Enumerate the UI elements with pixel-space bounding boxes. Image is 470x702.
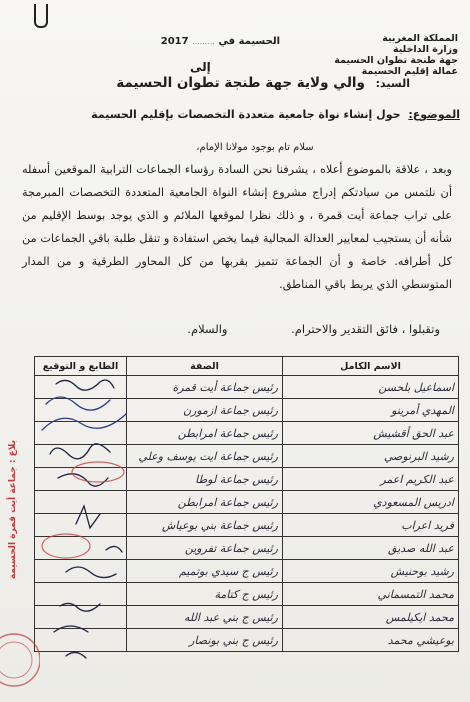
subject-label: الموضوع: — [408, 108, 460, 121]
header-line-2: وزارة الداخلية — [393, 44, 458, 55]
signer-name: اسماعيل بلحسن — [283, 376, 459, 399]
corner-mark — [34, 4, 48, 28]
signer-name: ادريس المسعودي — [283, 491, 459, 514]
signer-role: رئيس ج بني بونصار — [127, 629, 283, 652]
signer-name: رشيد البرنوصي — [283, 445, 459, 468]
official-header — [318, 33, 458, 77]
addressee-name: والي ولاية جهة طنجة تطوان الحسيمة — [116, 75, 365, 91]
signer-role: رئيس جماعة لوطا — [127, 468, 283, 491]
closing-text: وتقبلوا ، فائق التقدير والاحترام. — [291, 322, 440, 336]
sayyid-label: السيد: — [375, 77, 410, 90]
round-stamp-icon — [0, 600, 40, 700]
header-line-1: المملكة المغربية — [382, 33, 458, 44]
signer-name: عبد الحق أقشيش — [283, 422, 459, 445]
greeting: سلام تام بوجود مولانا الإمام، — [196, 142, 314, 153]
signer-name: بوعيشي محمد — [283, 629, 459, 652]
signer-role: رئيس جماعة بني بوعياش — [127, 514, 283, 537]
signer-role: رئيس ج بني عبد الله — [127, 606, 283, 629]
header-line-4: عمالة إقليم الحسيمة — [361, 66, 458, 77]
date-value: 2017 — [160, 36, 189, 47]
signer-name: محمد التمسماني — [283, 583, 459, 606]
subject-line — [10, 108, 460, 121]
stamp-text: بلاغ : جماعة أيت قمرة الحسيمة — [8, 440, 18, 580]
signer-name: عبد الله صديق — [283, 537, 459, 560]
city-label: الحسيمة في — [218, 36, 280, 47]
header-line-3: جهة طنجة تطوان الحسيمة — [334, 55, 458, 66]
signer-role: رئيس جماعة أيت قمرة — [127, 376, 283, 399]
signer-role: رئيس ج سيدي بوتميم — [127, 560, 283, 583]
col-role-header: الصفة — [127, 357, 283, 376]
handwritten-signatures — [36, 374, 132, 674]
signer-name: عبد الكريم اعمر — [283, 468, 459, 491]
addressee-line — [50, 75, 410, 91]
signer-role: رئيس جماعة ازمورن — [127, 399, 283, 422]
closing-line — [60, 322, 440, 336]
signer-name: فريد اعراب — [283, 514, 459, 537]
signer-name: المهدي أمرينو — [283, 399, 459, 422]
signer-role: رئيس ج كتامة — [127, 583, 283, 606]
signer-role: رئيس جماعة تفروين — [127, 537, 283, 560]
table-header-row — [35, 357, 459, 376]
subject-text: حول إنشاء نواة جامعية متعددة التخصصات بإقليم الحسيمة — [91, 108, 401, 121]
signer-role: رئيس جماعة ايت يوسف وعلي — [127, 445, 283, 468]
salam-text: والسلام. — [187, 322, 228, 336]
signer-name: رشيد بوحنيش — [283, 560, 459, 583]
col-signature-header: الطابع و التوقيع — [35, 357, 127, 376]
col-name-header: الاسم الكامل — [283, 357, 459, 376]
place-date: الحسيمة في ......... 2017 — [160, 36, 280, 47]
signer-name: محمد ايكيلمس — [283, 606, 459, 629]
letter-body: وبعد ، علاقة بالموضوع أعلاه ، يشرفنا نحن السادة رؤساء الجماعات الترابية الموقعين أسفله أن نلتمس من سيادتكم إدراج مشروع إنشاء النواة الجامعية المتعددة التخصصات المبرمجة على تراب جماعة أيت قمرة ، و ذلك نظرا لموقعها الملائم و الذي يوجد بوسط الإقليم من شأنه أن يستجيب لمعايير العدالة المجالية فيما يخص استفادة و تنقل طلبة باقي الجماعات من كل أطرافه. خاصة و أن الجماعة تتميز بقربها من كل المحاور الطرقية و من المدار المتوسطي الذي يربط باقي المناطق. — [22, 163, 452, 291]
signer-role: رئيس جماعة امرابطن — [127, 422, 283, 445]
to-label: إلى — [190, 60, 211, 74]
signer-role: رئيس جماعة امرابطن — [127, 491, 283, 514]
